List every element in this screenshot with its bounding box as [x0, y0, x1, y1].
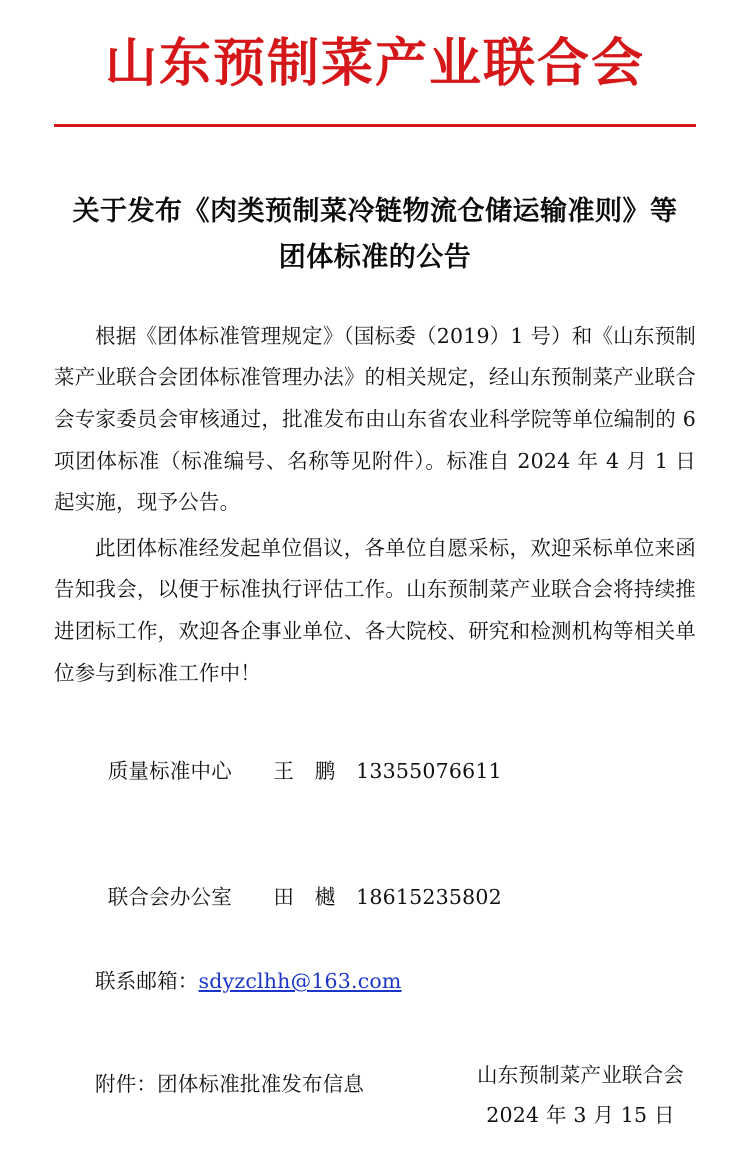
email-link[interactable]: sdyzclhh@163.com	[198, 969, 402, 994]
email-label: 联系邮箱：	[95, 969, 199, 994]
signature-date: 2024 年 3 月 15 日	[486, 1103, 675, 1128]
attachment-line: 附件：团体标准批准发布信息	[95, 1072, 365, 1097]
signature-block	[477, 1056, 684, 1136]
contact-phone: 18615235802	[356, 885, 502, 910]
contact-block	[54, 708, 696, 1002]
letterhead	[54, 0, 696, 94]
email-row	[54, 960, 696, 1002]
contact-department: 质量标准中心	[107, 759, 232, 784]
contact-phone: 13355076611	[356, 759, 502, 784]
signature-organization: 山东预制菜产业联合会	[477, 1063, 684, 1088]
letterhead-divider	[54, 124, 696, 127]
document-title: 关于发布《肉类预制菜冷链物流仓储运输准则》等团体标准的公告	[72, 195, 678, 274]
contact-department: 联合会办公室	[107, 885, 232, 910]
contact-row	[54, 708, 696, 834]
contact-person: 王 鹏	[273, 759, 336, 784]
letterhead-organization-name: 山东预制菜产业联合会	[104, 33, 645, 94]
document-body	[54, 316, 696, 1106]
contact-person: 田 樾	[273, 885, 336, 910]
contact-row	[54, 834, 696, 960]
contact-spacer	[335, 759, 356, 783]
contact-spacer	[335, 885, 356, 909]
body-paragraph: 此团体标准经发起单位倡议，各单位自愿采标，欢迎采标单位来函告知我会，以便于标准执行评估工作。山东预制菜产业联合会将持续推进团标工作，欢迎各企事业单位、各大院校、研究和检测机构等相关单位参与到标准工作中！	[54, 535, 696, 685]
contact-spacer	[232, 885, 273, 909]
contact-spacer	[232, 759, 273, 783]
body-paragraph: 根据《团体标准管理规定》（国标委（2019）1 号）和《山东预制菜产业联合会团体标准管理办法》的相关规定，经山东预制菜产业联合会专家委员会审核通过，批准发布由山东省农业科学院等单位编制的 6 项团体标准（标准编号、名称等见附件）。标准自 2024 年 4 月 1 日起实施，现予公告。	[54, 323, 696, 515]
